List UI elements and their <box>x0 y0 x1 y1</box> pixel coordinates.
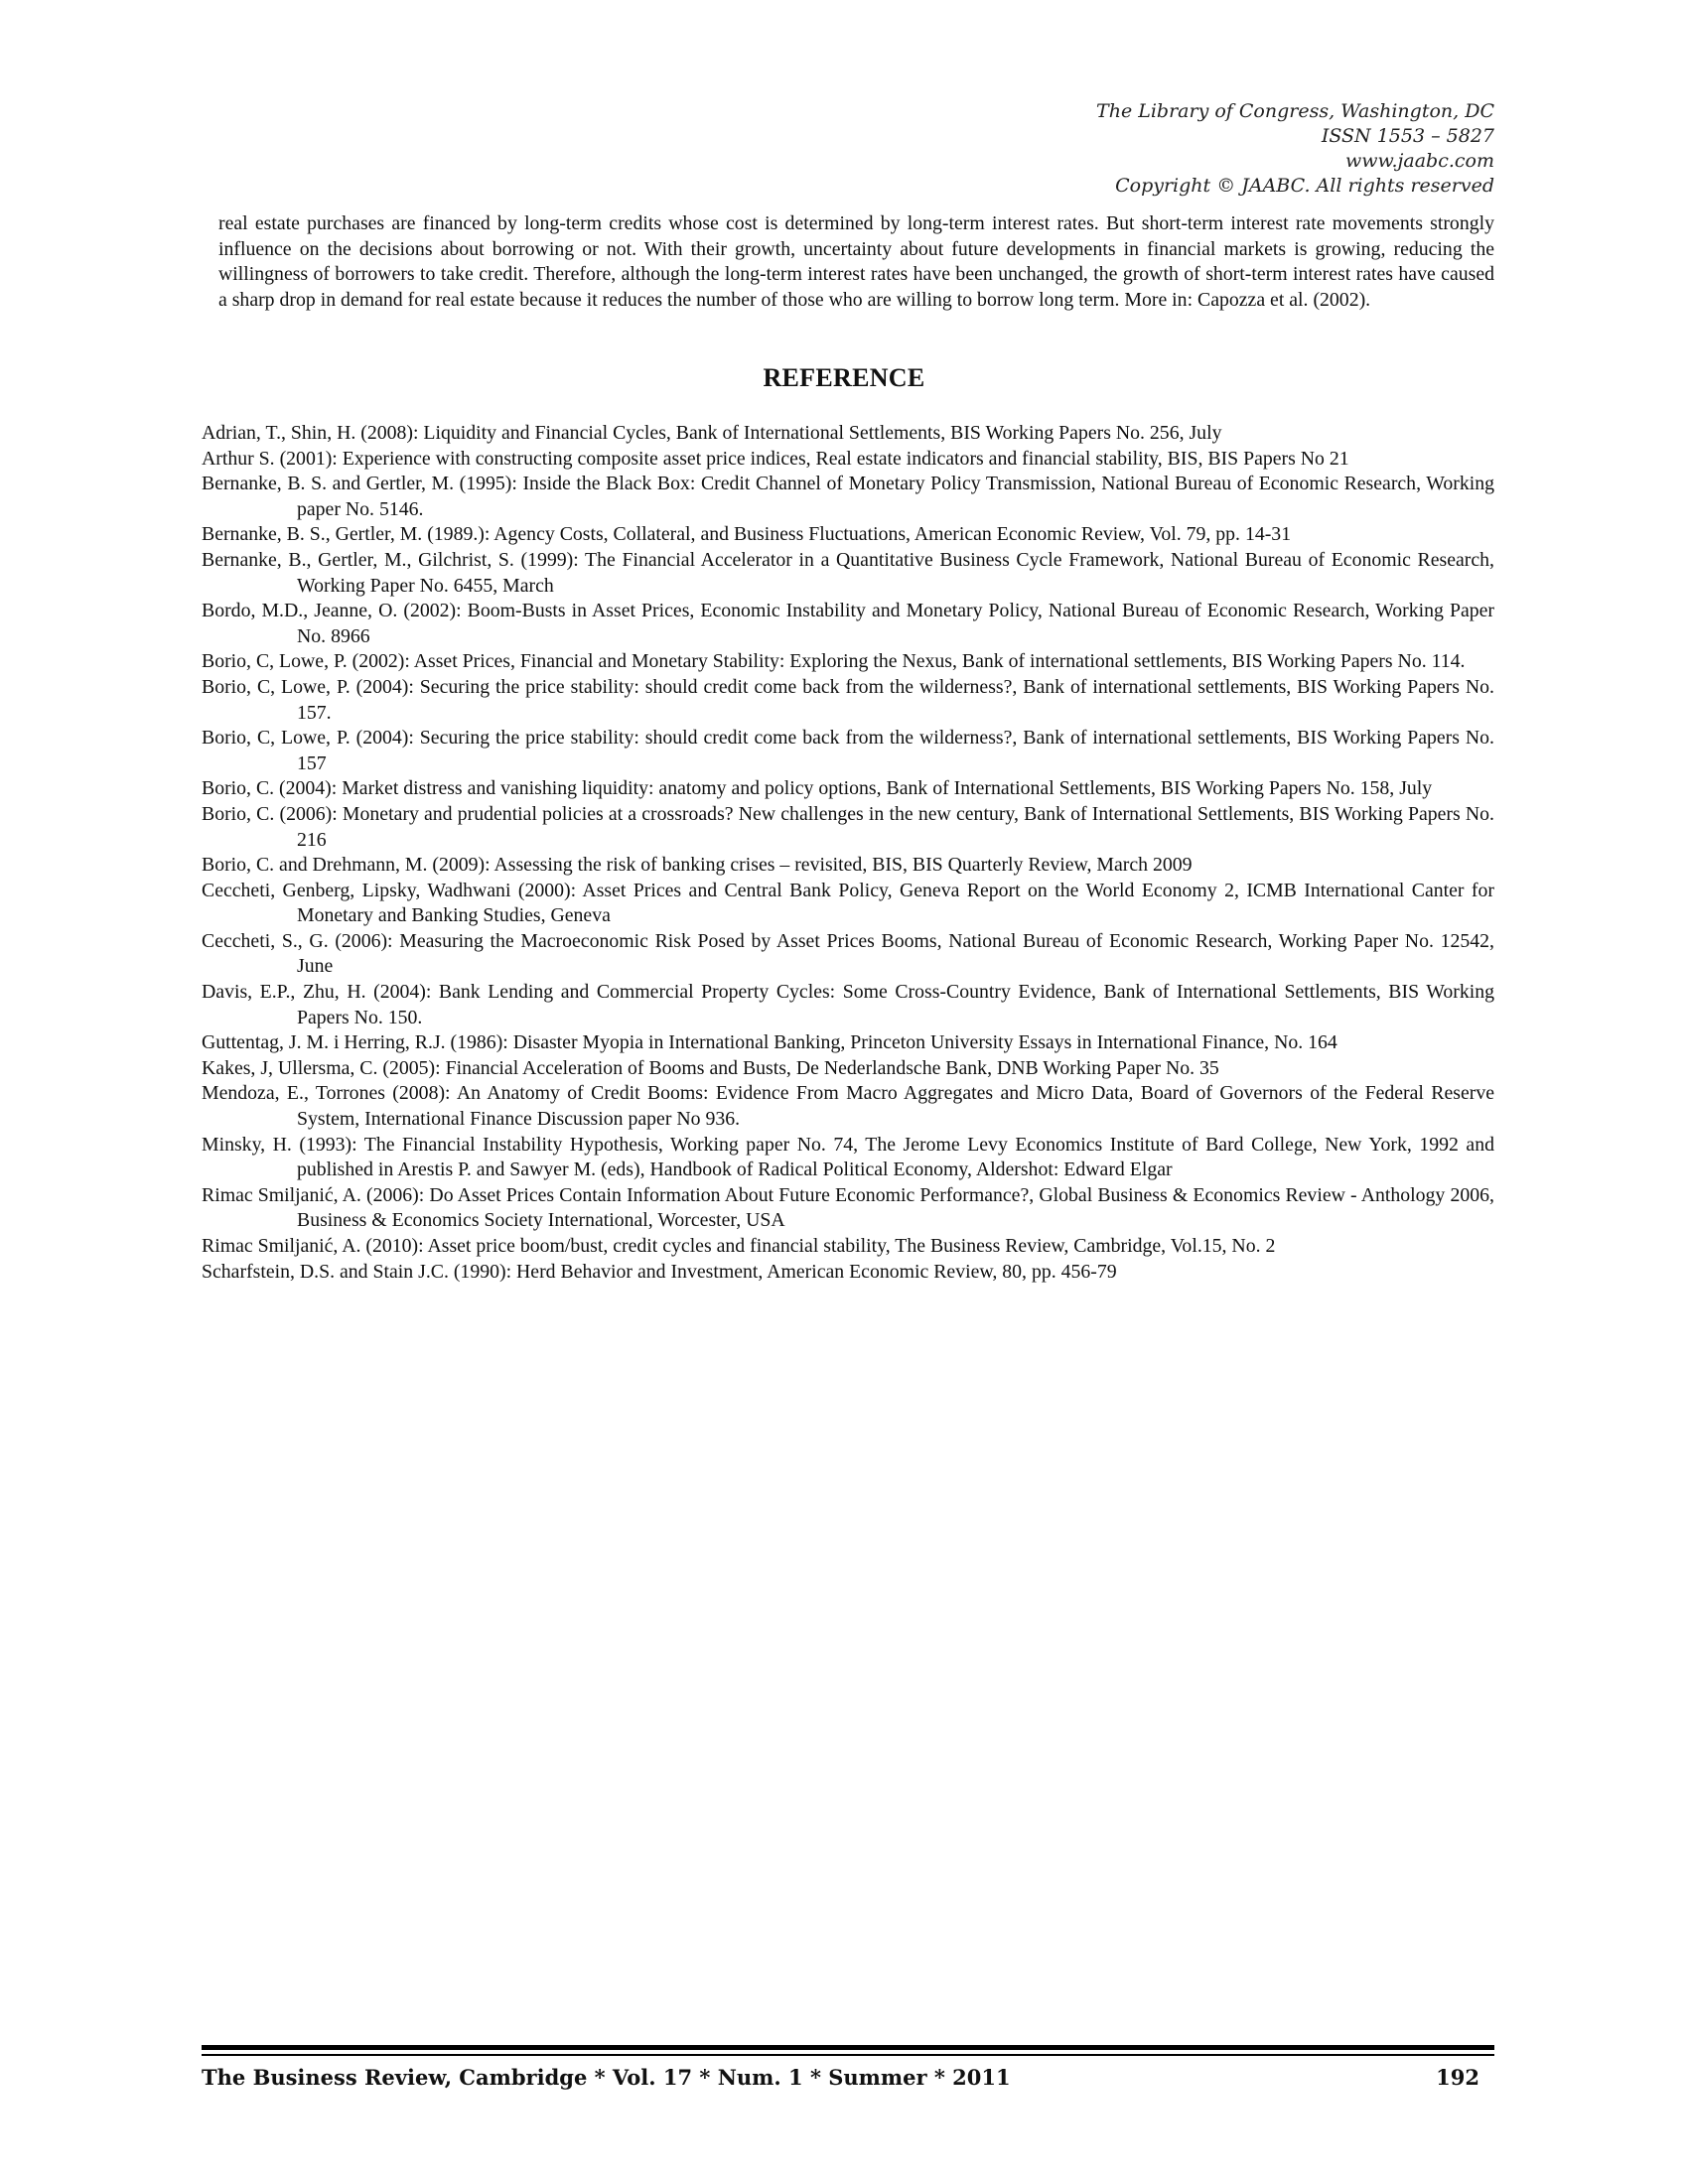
reference-item: Borio, C. and Drehmann, M. (2009): Assessing the risk of banking crises – revisited, BIS, BIS Quarterly Review, March 2009 <box>202 854 1193 877</box>
reference-item: Ceccheti, Genberg, Lipsky, Wadhwani (2000): Asset Prices and Central Bank Policy, Geneva Report on the World Economy 2, ICMB International Canter for Monetary and Banking Studies, Geneva <box>202 879 1494 927</box>
reference-item: Bordo, M.D., Jeanne, O. (2002): Boom-Busts in Asset Prices, Economic Instability and Monetary Policy, National Bureau of Economic Research, Working Paper No. 8966 <box>202 600 1494 647</box>
reference-item: Borio, C, Lowe, P. (2004): Securing the price stability: should credit come back from the wilderness?, Bank of international settlements, BIS Working Papers No. 157. <box>202 675 1494 724</box>
reference-item: Mendoza, E., Torrones (2008): An Anatomy of Credit Booms: Evidence From Macro Aggregates and Micro Data, Board of Governors of the Federal Reserve System, International Finance Discussion paper No 936. <box>202 1082 1494 1131</box>
section-title: REFERENCE <box>763 363 925 392</box>
reference-item: Minsky, H. (1993): The Financial Instability Hypothesis, Working paper No. 74, The Jerome Levy Economics Institute of Bard College, New York, 1992 and published in Arestis P. and Sawyer M. (eds), Handbook of Radical Political Economy, Aldershot: Edward Elgar <box>202 1133 1494 1181</box>
footer-divider-thin <box>202 2054 1494 2056</box>
reference-item: Borio, C. (2004): Market distress and vanishing liquidity: anatomy and policy options, Bank of International Settlements, BIS Working Papers No. 158, July <box>202 777 1433 800</box>
header-library-line: The Library of Congress, Washington, DC <box>1096 100 1494 122</box>
reference-item: Ceccheti, S., G. (2006): Measuring the Macroeconomic Risk Posed by Asset Prices Booms, National Bureau of Economic Research, Working Paper No. 12542, June <box>202 929 1494 978</box>
intro-paragraph: real estate purchases are financed by long-term credits whose cost is determined by long-term interest rates. But short-term interest rate movements strongly influence on the decisions about borrowing or not. With their growth, uncertainty about future developments in financial markets is growing, reducing the willingness of borrowers to take credit. Therefore, although the long-term interest rates have been unchanged, the growth of short-term interest rates have caused a sharp drop in demand for real estate because it reduces the number of those who are willing to borrow long term. More in: Capozza et al. (2002). <box>218 212 1494 311</box>
reference-item: Borio, C, Lowe, P. (2004): Securing the price stability: should credit come back from the wilderness?, Bank of international settlements, BIS Working Papers No. 157 <box>202 727 1494 774</box>
journal-header <box>1096 99 1494 199</box>
reference-item: Adrian, T., Shin, H. (2008): Liquidity and Financial Cycles, Bank of International Settlements, BIS Working Papers No. 256, July <box>202 422 1222 444</box>
reference-item: Bernanke, B. S. and Gertler, M. (1995): Inside the Black Box: Credit Channel of Monetary Policy Transmission, National Bureau of Economic Research, Working paper No. 5146. <box>202 473 1494 520</box>
footer-journal-info: The Business Review, Cambridge * Vol. 17 * Num. 1 * Summer * 2011 <box>202 2065 1011 2090</box>
header-copyright-line: Copyright © JAABC. All rights reserved <box>1115 175 1494 197</box>
reference-item: Rimac Smiljanić, A. (2010): Asset price boom/bust, credit cycles and financial stability, The Business Review, Cambridge, Vol.15, No. 2 <box>202 1235 1276 1257</box>
footer-divider-thick <box>202 2045 1494 2050</box>
reference-item: Davis, E.P., Zhu, H. (2004): Bank Lending and Commercial Property Cycles: Some Cross-Country Evidence, Bank of International Settlements, BIS Working Papers No. 150. <box>202 981 1494 1028</box>
header-issn-line: ISSN 1553 – 5827 <box>1321 125 1494 147</box>
reference-item: Rimac Smiljanić, A. (2006): Do Asset Prices Contain Information About Future Economic Performance?, Global Business & Economics Review - Anthology 2006, Business & Economics Society International, Worcester, USA <box>202 1183 1494 1232</box>
reference-item: Bernanke, B. S., Gertler, M. (1989.): Agency Costs, Collateral, and Business Fluctuations, American Economic Review, Vol. 79, pp. 14-31 <box>202 523 1292 546</box>
reference-item: Arthur S. (2001): Experience with constructing composite asset price indices, Real estate indicators and financial stability, BIS, BIS Papers No 21 <box>202 447 1349 470</box>
reference-item: Borio, C. (2006): Monetary and prudential policies at a crossroads? New challenges in the new century, Bank of International Settlements, BIS Working Papers No. 216 <box>202 802 1494 851</box>
header-website-line: www.jaabc.com <box>1344 150 1494 172</box>
page-number: 192 <box>1436 2065 1479 2090</box>
reference-item: Scharfstein, D.S. and Stain J.C. (1990): Herd Behavior and Investment, American Economic Review, 80, pp. 456-79 <box>202 1260 1117 1283</box>
reference-item: Bernanke, B., Gertler, M., Gilchrist, S. (1999): The Financial Accelerator in a Quantitative Business Cycle Framework, National Bureau of Economic Research, Working Paper No. 6455, March <box>202 548 1494 597</box>
reference-list <box>202 421 1494 1285</box>
reference-item: Kakes, J, Ullersma, C. (2005): Financial Acceleration of Booms and Busts, De Nederlandsche Bank, DNB Working Paper No. 35 <box>202 1056 1219 1079</box>
reference-item: Guttentag, J. M. i Herring, R.J. (1986): Disaster Myopia in International Banking, Princeton University Essays in International Finance, No. 164 <box>202 1031 1337 1054</box>
reference-item: Borio, C, Lowe, P. (2002): Asset Prices, Financial and Monetary Stability: Exploring the Nexus, Bank of international settlements, BIS Working Papers No. 114. <box>202 650 1466 673</box>
